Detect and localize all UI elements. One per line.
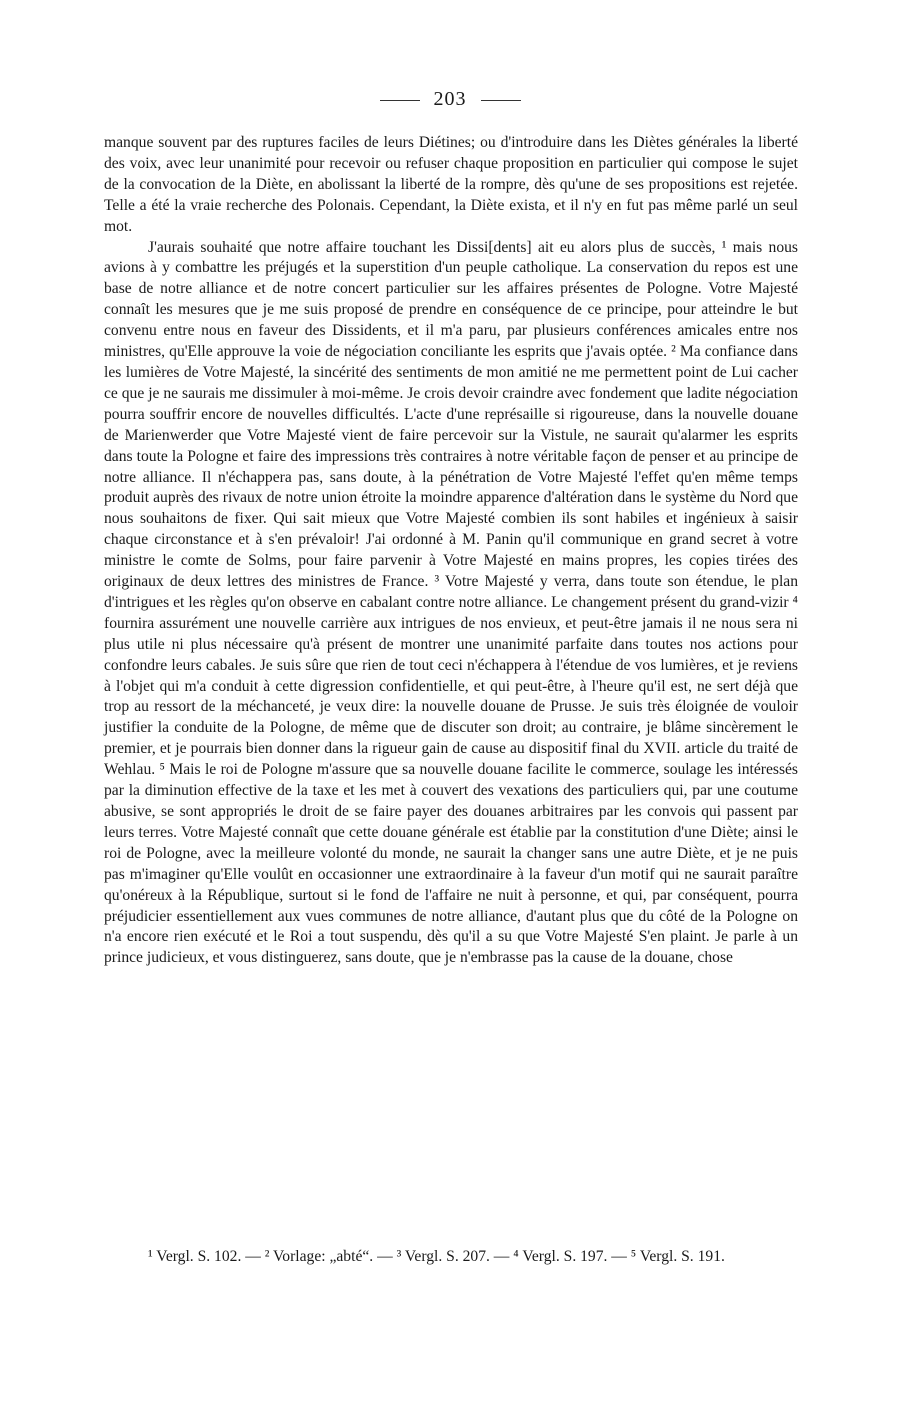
header-rule-right: [481, 100, 521, 101]
footnotes: [104, 1246, 798, 1268]
paragraph-continuation: manque souvent par des ruptures faciles de leurs Diétines; ou d'introduire dans les Diètes générales la liberté des voix, avec leur unanimité pour recevoir ou refuser chaque proposition en particulier qui compose le sujet de la convocation de la Diète, en abolissant la liberté de la rompre, dès qu'une de ses propositions est rejetée. Telle a été la vraie recherche des Polonais. Cependant, la Diète exista, et il n'y en fut pas même parlé un seul mot.: [104, 134, 798, 235]
page-header: [0, 88, 900, 111]
header-rule-left: [380, 100, 420, 101]
paragraph-main: J'aurais souhaité que notre affaire touchant les Dissi[dents] ait eu alors plus de succès, ¹ mais nous avions à y combattre les préjugés et la superstition d'un peuple catholique. La conservation du repos est une base de notre alliance et de notre concert particulier sur les affaires présentes de Pologne. Votre Majesté connaît les mesures que je me suis proposé de prendre en conséquence de ce principe, pour atteindre le but convenu entre nous en faveur des Dissidents, et il m'a paru, par plusieurs conférences amicales entre nos ministres, qu'Elle approuve la voie de négociation conciliante les esprits que j'avais optée. ² Ma confiance dans les lumières de Votre Majesté, la sincérité des sentiments de mon amitié ne me permettent point de Lui cacher ce que je ne saurais me dissimuler à moi-même. Je crois devoir craindre avec fondement que ladite négociation pourra souffrir encore de nouvelles difficultés. L'acte d'une représaille si rigoureuse, dans la nouvelle douane de Marienwerder que Votre Majesté vient de faire percevoir sur la Vistule, ne saurait qu'alarmer les esprits dans toute la Pologne et faire des impressions très contraires à notre véritable façon de penser et au principe de notre alliance. Il n'échappera pas, sans doute, à la pénétration de Votre Majesté l'effet qu'en même temps produit auprès des rivaux de notre union étroite la moindre apparence d'altération dans le système du Nord que nous souhaitons de fixer. Qui sait mieux que Votre Majesté combien ils sont habiles et ingénieux à saisir chaque circonstance et à s'en prévaloir! J'ai ordonné à M. Panin qu'il communique en grand secret à votre ministre le comte de Solms, pour faire parvenir à Votre Majesté en mains propres, les copies tirées des originaux de deux lettres des ministres de France. ³ Votre Majesté y verra, dans toute son étendue, le plan d'intrigues et les règles qu'on observe en cabalant contre notre alliance. Le changement présent du grand-vizir ⁴ fournira assurément une nouvelle carrière aux intrigues de nos envieux, et peut-être jamais il ne nous sera ni plus utile ni plus nécessaire qu'à présent de montrer une unanimité parfaite dans toutes nos actions pour confondre leurs cabales. Je suis sûre que rien de tout ceci n'échappera à l'étendue de vos lumières, et je reviens à l'objet qui m'a conduit à cette digression confidentielle, et qui peut-être, à l'heure qu'il est, ne sert déjà que trop au ressort de la méchanceté, je veux dire: la nouvelle douane de Prusse. Je suis très éloignée de vouloir justifier la conduite de la Pologne, de même que de discuter son droit; au contraire, je blâme sincèrement le premier, et je pourrais bien donner dans la rigueur gain de cause au dispositif final du XVII. article du traité de Wehlau. ⁵ Mais le roi de Pologne m'assure que sa nouvelle douane facilite le commerce, soulage les intéressés par la diminution effective de la taxe et les met à couvert des vexations des particuliers qui, par une coutume abusive, se sont appropriés le droit de se faire payer des douanes arbitraires par les convois qui passent par leurs terres. Votre Majesté connaît que cette douane générale est établie par la constitution d'une Diète; ainsi le roi de Pologne, avec la meilleure volonté du monde, ne saurait la changer sans une autre Diète, et je ne puis pas m'imaginer qu'Elle voulût en occasionner une extraordinaire à la faveur d'un motif qui ne saurait paraître qu'onéreux à la République, surtout si le fond de l'affaire ne nuit à personne, et qui, par conséquent, pourra préjudicier essentiellement aux vues communes de notre alliance, d'autant plus que du côté de la Pologne on n'a encore rien exécuté et le Roi a tout suspendu, dès qu'il a su que Votre Majesté S'en plaint. Je parle à un prince judicieux, et vous distinguerez, sans doute, que je n'embrasse pas la cause de la douane, chose: [104, 238, 798, 967]
footnote-text: ¹ Vergl. S. 102. — ² Vorlage: „abté“. — ³ Vergl. S. 207. — ⁴ Vergl. S. 197. — ⁵ Vergl. S. 191.: [148, 1248, 725, 1265]
body-text: [104, 133, 798, 969]
page-number: 203: [433, 88, 467, 110]
